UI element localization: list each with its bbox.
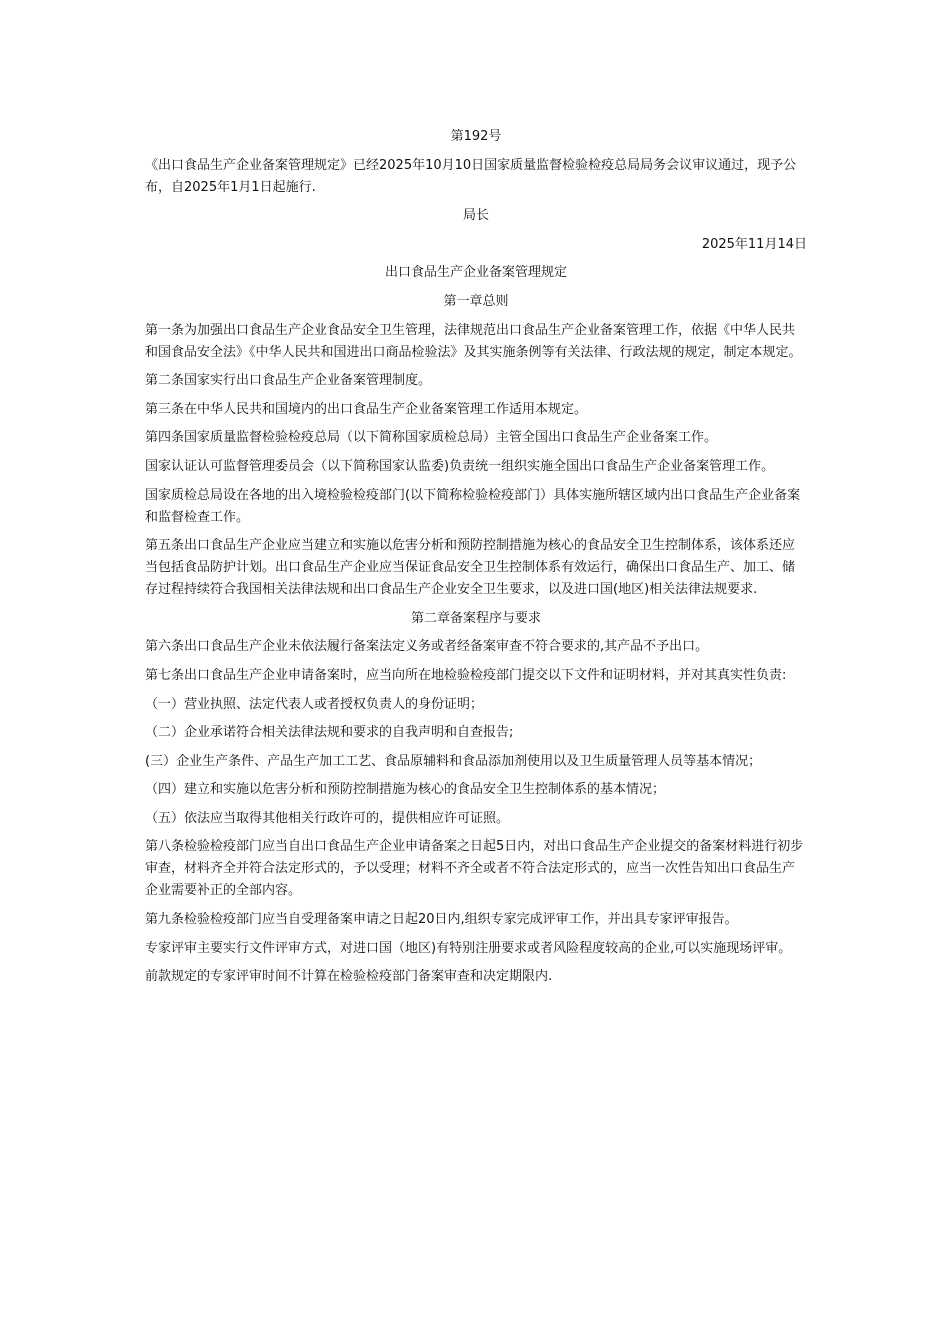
chapter-2-list-item: （一）营业执照、法定代表人或者授权负责人的身份证明； bbox=[145, 696, 484, 712]
chapter-1-paragraph: 第四条国家质量监督检验检疫总局（以下简称国家质检总局）主管全国出口食品生产企业备案工作。 bbox=[145, 430, 718, 446]
chapter-2-paragraph: 第七条出口食品生产企业申请备案时，应当向所在地检验检疫部门提交以下文件和证明材料，并对其真实性负责: bbox=[145, 667, 787, 683]
chapter-2-paragraph: 前款规定的专家评审时间不计算在检验检疫部门备案审查和决定期限内. bbox=[145, 969, 553, 985]
chapter-1-paragraph: 国家认证认可监督管理委员会（以下简称国家认监委)负责统一组织实施全国出口食品生产企业备案管理工作。 bbox=[145, 458, 775, 474]
chapter-1-paragraph: 第五条出口食品生产企业应当建立和实施以危害分析和预防控制措施为核心的食品安全卫生控制体系，该体系还应当包括食品防护计划。出口食品生产企业应当保证食品安全卫生控制体系有效运行，确保出口食品生产、加工、储存过程持续符合我国相关法律法规和出口食品生产企业安全卫生要求，以及进口国(地区)相关法律法规要求. bbox=[145, 538, 796, 598]
chapter-2-list-item: （四）建立和实施以危害分析和预防控制措施为核心的食品安全卫生控制体系的基本情况； bbox=[145, 782, 666, 798]
signatory: 局长 bbox=[462, 208, 489, 224]
document-title: 出口食品生产企业备案管理规定 bbox=[384, 265, 567, 281]
chapter-1-heading: 第一章总则 bbox=[443, 293, 509, 309]
document-page bbox=[145, 126, 807, 995]
announcement-paragraph: 《出口食品生产企业备案管理规定》已经2025年10月10日国家质量监督检验检疫总局局务会议审议通过，现予公布，自2025年1月1日起施行. bbox=[145, 157, 797, 195]
order-number: 第192号 bbox=[450, 129, 502, 144]
chapter-2-paragraph: 第九条检验检疫部门应当自受理备案申请之日起20日内,组织专家完成评审工作，并出具专家评审报告。 bbox=[145, 912, 738, 928]
chapter-2-list-item: （二）企业承诺符合相关法律法规和要求的自我声明和自查报告; bbox=[145, 725, 514, 741]
chapter-2-paragraph: 专家评审主要实行文件评审方式，对进口国（地区)有特别注册要求或者风险程度较高的企业,可以实施现场评审。 bbox=[145, 940, 792, 956]
chapter-2-list-item: （五）依法应当取得其他相关行政许可的，提供相应许可证照。 bbox=[145, 810, 510, 826]
chapter-2-list-item: (三）企业生产条件、产品生产加工工艺、食品原辅料和食品添加剂使用以及卫生质量管理人员等基本情况； bbox=[145, 753, 762, 769]
issue-date: 2025年11月14日 bbox=[701, 236, 807, 252]
chapter-2-paragraph: 第六条出口食品生产企业未依法履行备案法定义务或者经备案审查不符合要求的,其产品不予出口。 bbox=[145, 639, 709, 655]
chapter-1-paragraph: 第一条为加强出口食品生产企业食品安全卫生管理，法律规范出口食品生产企业备案管理工作，依据《中华人民共和国食品安全法》《中华人民共和国进出口商品检验法》及其实施条例等有关法律、行政法规的规定，制定本规定。 bbox=[145, 322, 802, 360]
chapter-1-paragraph: 第三条在中华人民共和国境内的出口食品生产企业备案管理工作适用本规定。 bbox=[145, 401, 588, 417]
chapter-2-heading: 第二章备案程序与要求 bbox=[410, 610, 541, 626]
chapter-1-paragraph: 国家质检总局设在各地的出入境检验检疫部门(以下简称检验检疫部门）具体实施所辖区域内出口食品生产企业备案和监督检查工作。 bbox=[145, 487, 801, 525]
chapter-2-paragraph: 第八条检验检疫部门应当自出口食品生产企业申请备案之日起5日内，对出口食品生产企业提交的备案材料进行初步审查，材料齐全并符合法定形式的，予以受理；材料不齐全或者不符合法定形式的，应当一次性告知出口食品生产企业需要补正的全部内容。 bbox=[145, 839, 804, 899]
chapter-1-paragraph: 第二条国家实行出口食品生产企业备案管理制度。 bbox=[145, 373, 432, 389]
